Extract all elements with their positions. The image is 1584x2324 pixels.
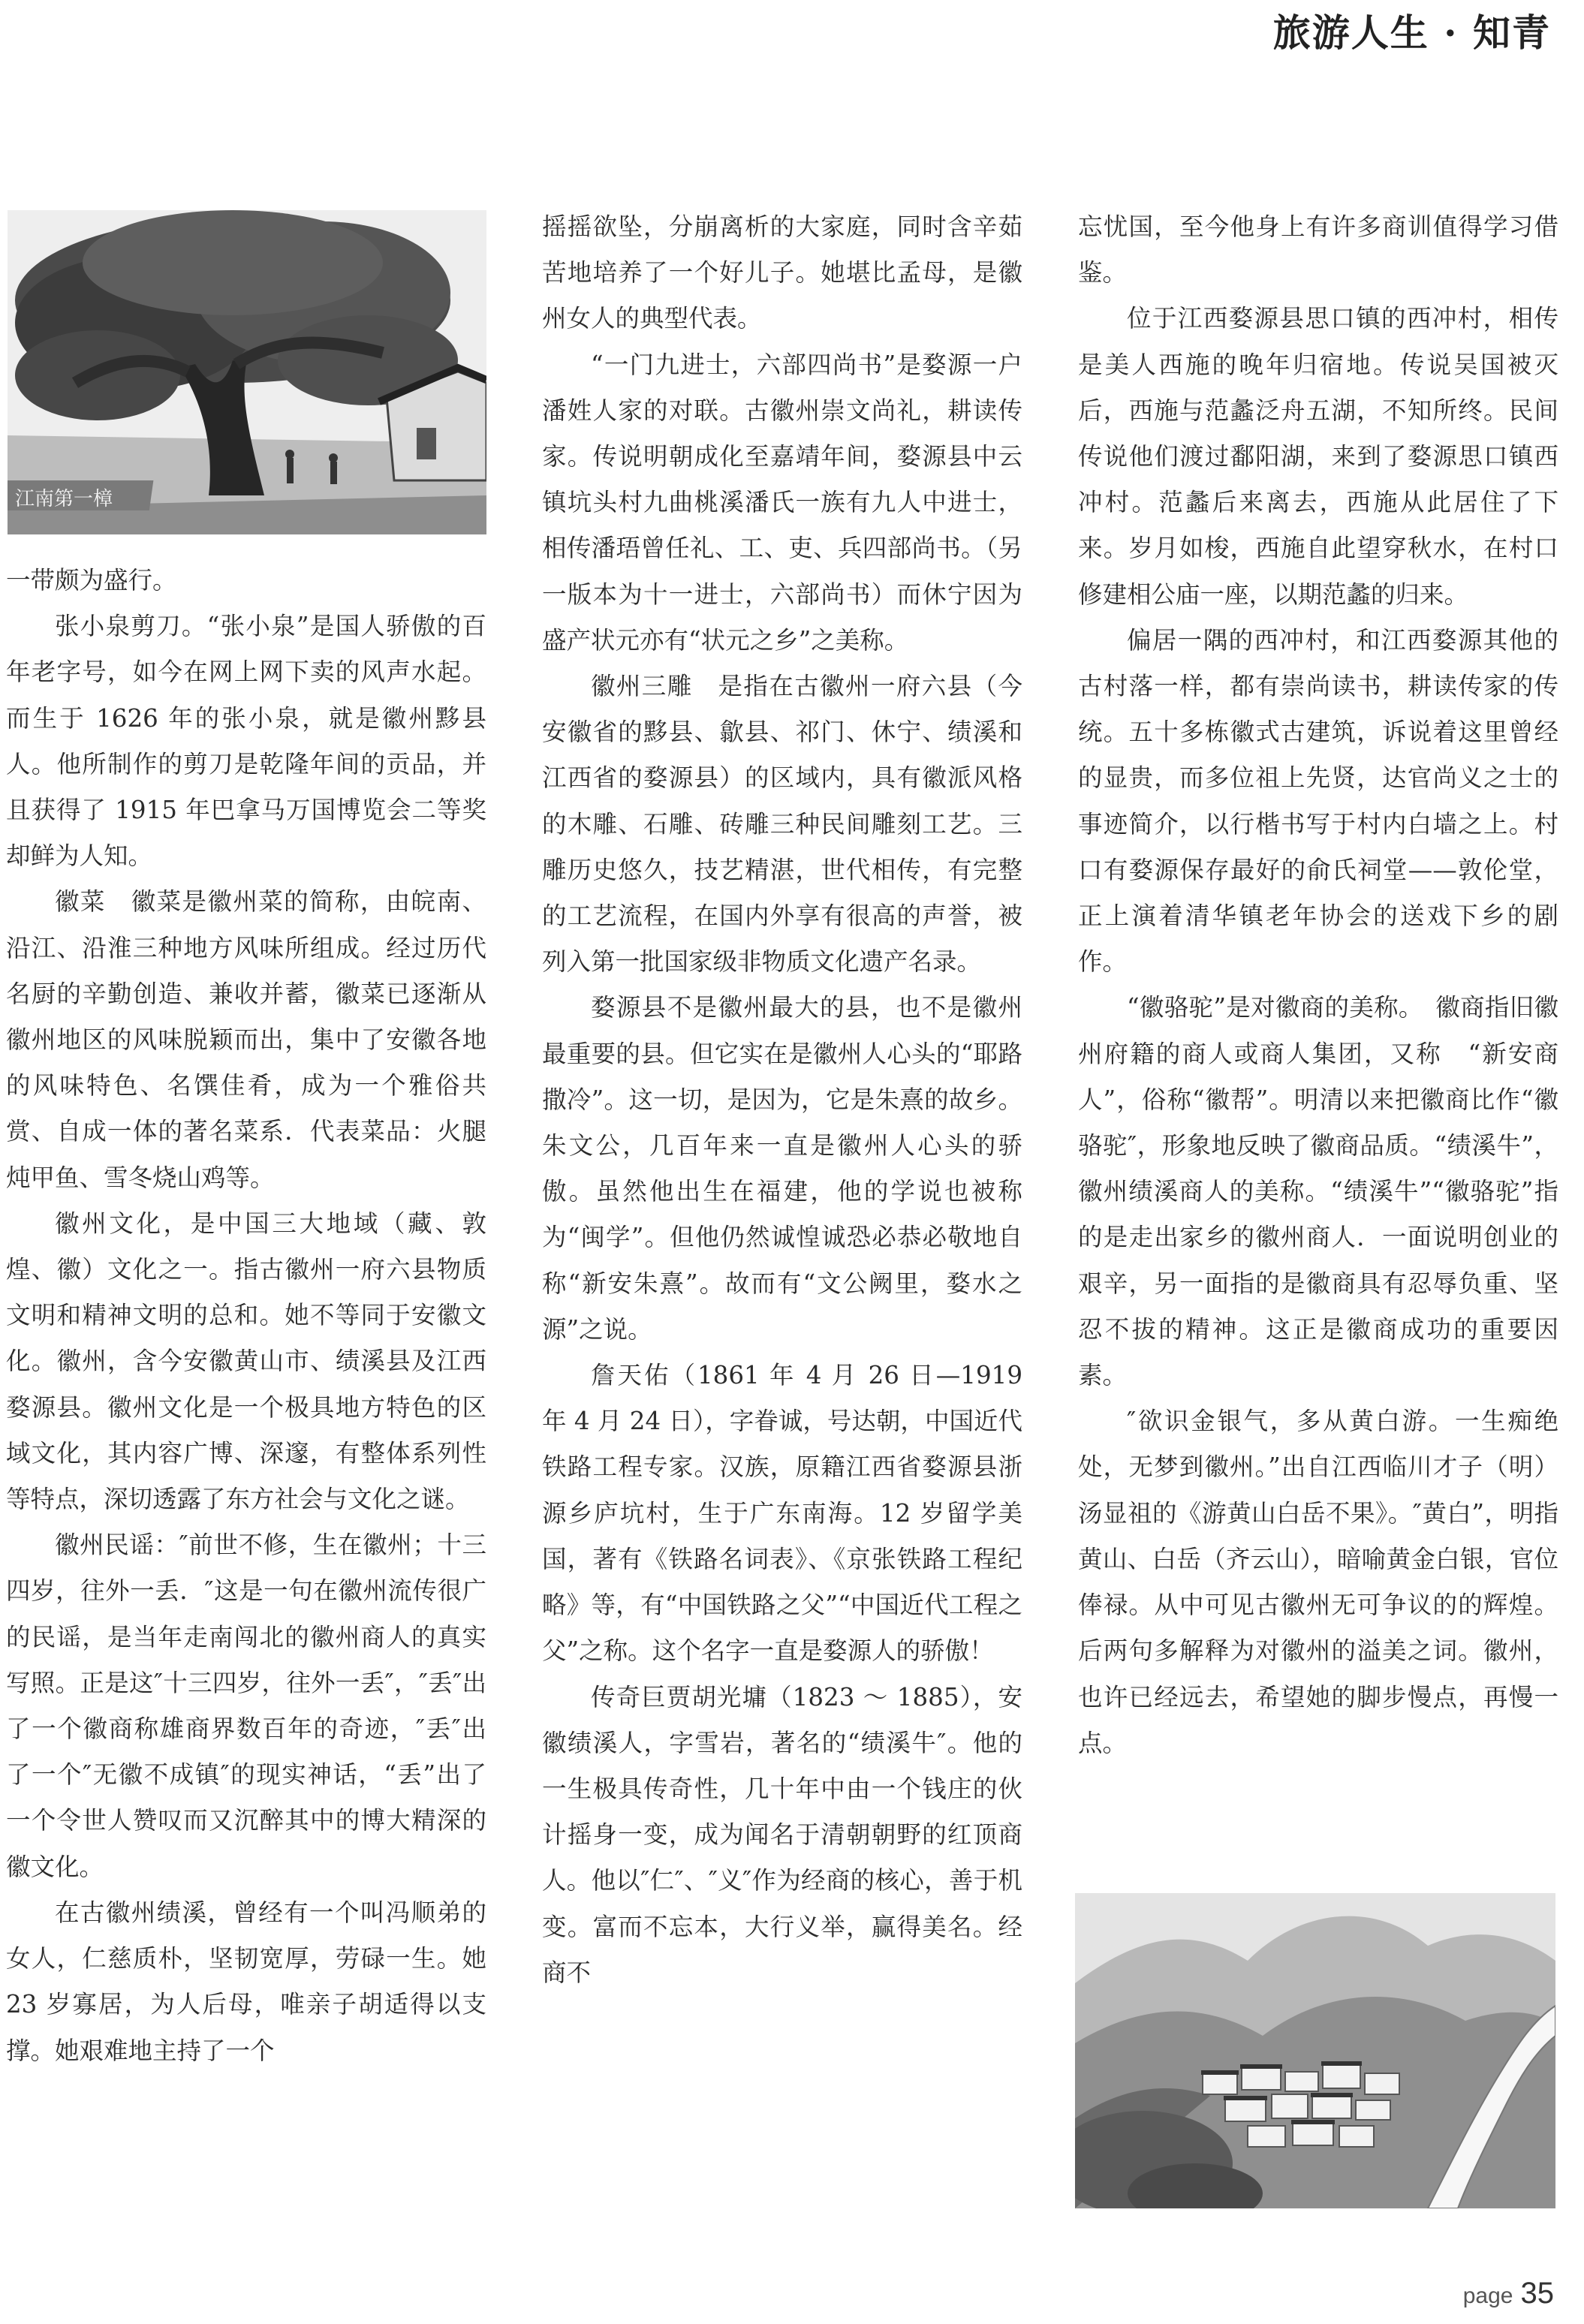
paragraph: 詹天佑（1861 年 4 月 26 日—1919 年 4 月 24 日），字眷诚，号达朝，中国近代铁路工程专家。汉族，原籍江西省婺源县浙源乡庐坑村，生于广东南海。12 岁留学美国，著有《铁路名词表》、《京张铁路工程纪略》等，有“中国铁路之父”“中国近代工程之父”之称。这个名字一直是婺源人的骄傲！	[542, 1361, 1022, 1666]
camphor-tree-photo	[8, 210, 486, 534]
paragraph: 忘忧国，至今他身上有许多商训值得学习借鉴。	[1078, 212, 1558, 287]
paragraph: 偏居一隅的西冲村，和江西婺源其他的古村落一样，都有崇尚读书，耕读传家的传统。五十多栋徽式古建筑，诉说着这里曾经的显贵，而多位祖上先贤，达官尚义之士的事迹简介，以行楷书写于村内白墙之上。村口有婺源保存最好的俞氏祠堂——敦伦堂，正上演着清华镇老年协会的送戏下乡的剧作。	[1078, 625, 1558, 977]
paragraph: 徽州三雕 是指在古徽州一府六县（今安徽省的黟县、歙县、祁门、休宁、绩溪和江西省的婺源县）的区域内，具有徽派风格的木雕、石雕、砖雕三种民间雕刻工艺。三雕历史悠久，技艺精湛，世代相传，有完整的工艺流程，在国内外享有很高的声誉，被列入第一批国家级非物质文化遗产名录。	[542, 672, 1022, 977]
photo-sign-caption: 江南第一樟	[15, 488, 113, 510]
paragraph: 婺源县不是徽州最大的县，也不是徽州最重要的县。但它实在是徽州人心头的“耶路撒冷”。这一切，是因为，它是朱熹的故乡。朱文公，几百年来一直是徽州人心头的骄傲。虽然他出生在福建，他的学说也被称为“闽学”。但他仍然诚惶诚恐必恭必敬地自称“新安朱熹”。故而有“文公阙里，婺水之源”之说。	[542, 993, 1022, 1344]
paragraph: “一门九进士，六部四尚书”是婺源一户潘姓人家的对联。古徽州崇文尚礼，耕读传家。传说明朝成化至嘉靖年间，婺源县中云镇坑头村九曲桃溪潘氏一族有九人中进士，相传潘珸曾任礼、工、吏、兵四部尚书。（另一版本为十一进士，六部尚书）而休宁因为盛产状元亦有“状元之乡”之美称。	[542, 350, 1022, 655]
paragraph: 摇摇欲坠，分崩离析的大家庭，同时含辛茹苦地培养了一个好儿子。她堪比孟母，是徽州女人的典型代表。	[542, 212, 1022, 333]
paragraph: 徽州民谣：″前世不修，生在徽州；十三四岁，往外一丢．″这是一句在徽州流传很广的民谣，是当年走南闯北的徽州商人的真实写照。正是这″十三四岁，往外一丢″，″丢″出了一个徽商称雄商界数百年的奇迹，″丢″出了一个″无徽不成镇″的现实神话，“丢”出了一个令世人赞叹而又沉醉其中的博大精深的徽文化。	[6, 1531, 486, 1881]
paragraph: 位于江西婺源县思口镇的西冲村，相传是美人西施的晚年归宿地。传说吴国被灭后，西施与范蠡泛舟五湖，不知所终。民间传说他们渡过鄱阳湖，来到了婺源思口镇西冲村。范蠡后来离去，西施从此居住了下来。岁月如梭，西施自此望穿秋水，在村口修建相公庙一座，以期范蠡的归来。	[1078, 304, 1558, 609]
paragraph: “徽骆驼”是对徽商的美称。 徽商指旧徽州府籍的商人或商人集团，又称 “新安商人”，俗称“徽帮”。明清以来把徽商比作“徽骆驼″，形象地反映了徽商品质。“绩溪牛”，徽州绩溪商人的美称。“绩溪牛”“徽骆驼”指的是走出家乡的徽州商人．一面说明创业的艰辛，另一面指的是徽商具有忍辱负重、坚忍不拔的精神。这正是徽商成功的重要因素。	[1078, 993, 1558, 1390]
paragraph: 传奇巨贾胡光墉（1823 ～ 1885），安徽绩溪人，字雪岩，著名的“绩溪牛″。他的一生极具传奇性，几十年中由一个钱庄的伙计摇身一变，成为闻名于清朝朝野的红顶商人。他以″仁″、″义″作为经商的核心，善于机变。富而不忘本，大行义举，赢得美名。经商不	[542, 1682, 1022, 1987]
mountain-village-illustration	[1075, 1893, 1555, 2208]
paragraph: 在古徽州绩溪，曾经有一个叫冯顺弟的女人，仁慈质朴，坚韧宽厚，劳碌一生。她 23 岁寡居，为人后母，唯亲子胡适得以支撑。她艰难地主持了一个	[6, 1898, 486, 2065]
paragraph: ″欲识金银气，多从黄白游。一生痴绝处，无梦到徽州。”出自江西临川才子（明）汤显祖的《游黄山白岳不果》。″黄白”，明指黄山、白岳（齐云山），暗喻黄金白银，官位俸禄。从中可见古徽州无可争议的的辉煌。后两句多解释为对徽州的溢美之词。徽州，也许已经远去，希望她的脚步慢点，再慢一点。	[1078, 1407, 1558, 1757]
paragraph: 一带颇为盛行。	[6, 566, 177, 595]
column-left	[6, 558, 486, 2074]
paragraph: 徽州文化，是中国三大地域（藏、敦煌、徽）文化之一。指古徽州一府六县物质文明和精神文明的总和。她不等同于安徽文化。徽州，含今安徽黄山市、绩溪县及江西婺源县。徽州文化是一个极具地方特色的区域文化，其内容广博、深邃，有整体系列性等特点，深切透露了东方社会与文化之谜。	[6, 1209, 486, 1514]
column-right	[1078, 204, 1558, 1766]
section-header: 旅游人生 · 知青	[1272, 11, 1551, 55]
paragraph: 徽菜 徽菜是徽州菜的简称，由皖南、沿江、沿淮三种地方风味所组成。经过历代名厨的辛勤创造、兼收并蓄，徽菜已逐渐从徽州地区的风味脱颖而出，集中了安徽各地的风味特色、名馔佳肴，成为一个雅俗共赏、自成一体的著名菜系．代表菜品：火腿炖甲鱼、雪冬烧山鸡等。	[6, 887, 486, 1192]
page-label: page	[1462, 2283, 1513, 2308]
column-middle	[542, 204, 1022, 1996]
paragraph: 张小泉剪刀。“张小泉”是国人骄傲的百年老字号，如今在网上网下卖的风声水起。而生于 1626 年的张小泉，就是徽州黟县人。他所制作的剪刀是乾隆年间的贡品，并且获得了 1915 年巴拿马万国博览会二等奖却鲜为人知。	[6, 612, 486, 871]
mountain-village-photo	[1075, 1893, 1555, 2208]
page-number-value: 35	[1520, 2277, 1554, 2310]
page-number	[1463, 2277, 1554, 2310]
